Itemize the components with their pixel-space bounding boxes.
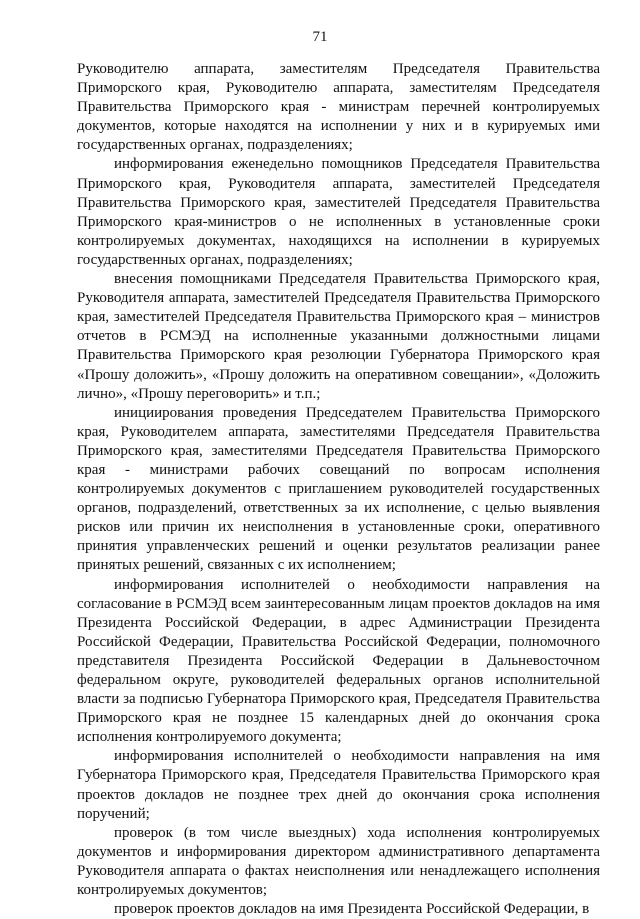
paragraph-4: инициирования проведения Председателем Правительства Приморского края, Руководителем аппарата, заместителями Председателя Правительства Приморского края, заместителями Председателя Правительства Приморского края - министрами рабочих совещаний по вопросам исполнения контролируемых документов с приглашением руководителей государственных органов, подразделений, ответственных за их исполнение, с целью выявления рисков или причин их неисполнения в установленные сроки, оперативного принятия управленческих решений и оценки результатов реализации ранее принятых решений, связанных с их исполнением;: [77, 404, 600, 574]
paragraph-2: информирования еженедельно помощников Председателя Правительства Приморского края, Руководителя аппарата, заместителей Председателя Правительства Приморского края, заместителей Председателя Правительства Приморского края-министров о не исполненных в установленные сроки контролируемых документах, находящихся на исполнении в курируемых государственных органах, подразделениях;: [77, 156, 600, 268]
paragraph-5: информирования исполнителей о необходимости направления на согласование в РСМЭД всем заинтересованным лицам проектов докладов на имя Президента Российской Федерации, в адрес Администрации Президента Российской Федерации, Правительства Российской Федерации, полномочного представителя Президента Российской Федерации в Дальневосточном федеральном округе, руководителей федеральных органов исполнительной власти за подписью Губернатора Приморского края, Председателя Правительства Приморского края не позднее 15 календарных дней до окончания срока исполнения контролируемого документа;: [77, 576, 600, 746]
paragraph-1: Руководителю аппарата, заместителям Председателя Правительства Приморского края, Руководителю аппарата, заместителям Председателя Правительства Приморского края - министрам перечней контролируемых документов, которые находятся на исполнении у них и в курируемых ими государственных органах, подразделениях;: [77, 61, 600, 154]
paragraph-8: проверок проектов докладов на имя Президента Российской Федерации, в: [114, 901, 590, 918]
paragraph-3: внесения помощниками Председателя Правительства Приморского края, Руководителя аппарата, заместителей Председателя Правительства Приморского края, заместителей Председателя Правительства Приморского края – министров отчетов в РСМЭД на исполненные указанными должностными лицами Правительства Приморского края резолюции Губернатора Приморского края «Прошу доложить», «Прошу доложить на оперативном совещании», «Доложить лично», «Прошу переговорить» и т.п.;: [77, 271, 600, 402]
document-body: [77, 60, 600, 919]
page-number: 71: [312, 29, 328, 45]
paragraph-7: проверок (в том числе выездных) хода исполнения контролируемых документов и информирования директором административного департамента Руководителя аппарата о фактах неисполнения или ненадлежащего исполнения контролируемых документов;: [77, 824, 600, 899]
paragraph-6: информирования исполнителей о необходимости направления на имя Губернатора Приморского края, Председателя Правительства Приморского края проектов докладов не позднее трех дней до окончания срока исполнения поручений;: [77, 748, 600, 822]
